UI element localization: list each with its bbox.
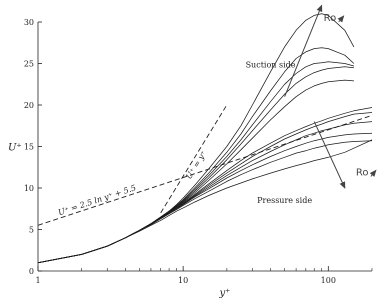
y-axis-title: U⁺ — [8, 142, 22, 154]
reference-lines — [38, 105, 372, 225]
ro-label: Ro — [355, 167, 369, 179]
profile-curve — [38, 14, 354, 263]
profile-curve — [38, 122, 372, 263]
y-tick-label: 20 — [23, 101, 34, 110]
y-tick-label: 15 — [23, 142, 34, 152]
side-label: Suction side — [245, 60, 296, 70]
y-tick-label: 10 — [23, 184, 34, 193]
linear-law-label: U⁺ = y⁺ — [184, 149, 209, 181]
y-tick-label: 30 — [23, 18, 34, 27]
ro-arrow — [314, 122, 345, 188]
side-label: Pressure side — [257, 195, 313, 205]
ro-increase-icon — [339, 16, 344, 22]
ro-arrow — [285, 5, 322, 96]
x-tick-label: 10 — [178, 276, 189, 285]
x-tick-label: 1 — [35, 276, 41, 285]
y-tick-label: 0 — [28, 267, 34, 276]
ro-increase-icon — [371, 170, 376, 176]
y-tick-label: 5 — [28, 225, 34, 235]
ro-label: Ro — [323, 13, 337, 25]
profile-curve — [38, 113, 372, 263]
y-tick-label: 25 — [23, 59, 34, 69]
ticks — [24, 18, 372, 285]
x-axis-title: y⁺ — [219, 288, 231, 299]
reference-line — [38, 115, 372, 225]
x-tick-label: 100 — [320, 276, 336, 285]
log-law-label: U⁺ = 2.5 ln y⁺ + 5.5 — [57, 183, 138, 218]
